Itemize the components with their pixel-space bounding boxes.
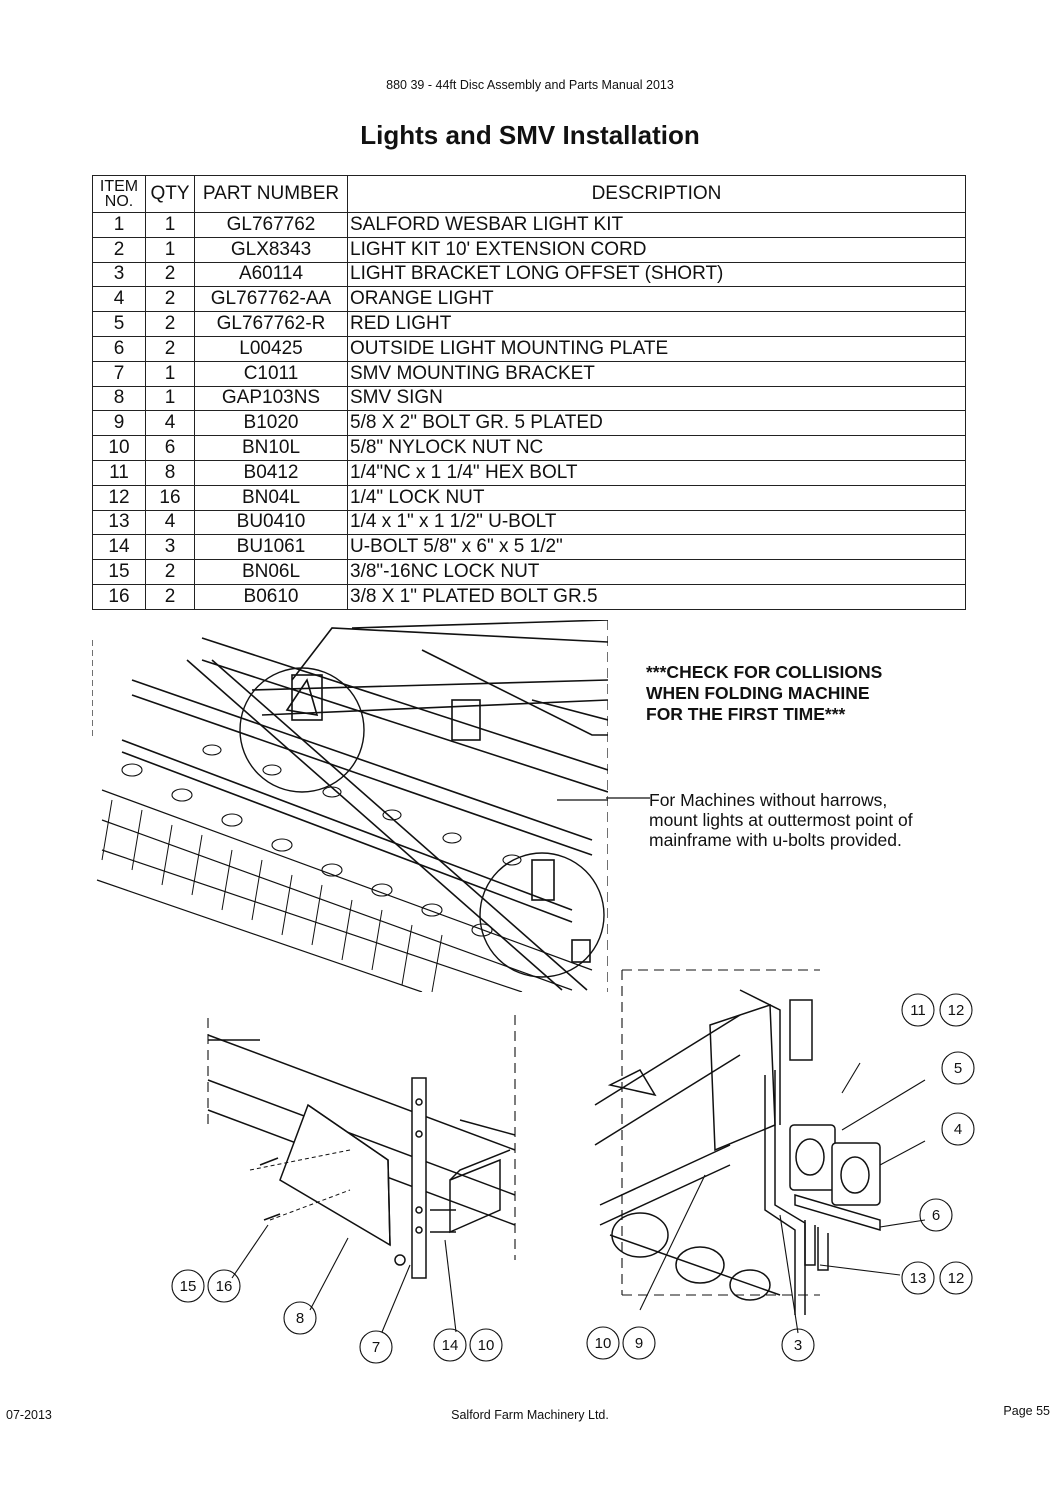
qty-cell: 1 [146,361,195,386]
item-no-cell: 15 [93,560,146,585]
description-cell: 1/4" LOCK NUT [348,485,966,510]
item-no-cell: 6 [93,336,146,361]
item-no-cell: 9 [93,411,146,436]
item-no-cell: 1 [93,213,146,238]
qty-cell: 4 [146,510,195,535]
callout-3: 3 [793,1337,803,1354]
part-number-cell: BU1061 [195,535,348,560]
table-row [93,485,966,510]
callout-8: 8 [295,1310,305,1327]
header-description: DESCRIPTION [348,176,966,213]
table-row [93,584,966,609]
description-cell: U-BOLT 5/8" x 6" x 5 1/2" [348,535,966,560]
parts-table [92,175,966,610]
callout-6: 6 [931,1207,941,1224]
harrows-note-line-3: mainframe with u-bolts provided. [649,830,902,850]
qty-cell: 2 [146,262,195,287]
item-no-cell: 5 [93,312,146,337]
table-header-row [93,176,966,213]
callout-15: 15 [179,1278,197,1295]
description-cell: 5/8 X 2" BOLT GR. 5 PLATED [348,411,966,436]
part-number-cell: GLX8343 [195,237,348,262]
callout-5: 5 [953,1060,963,1077]
callout-16: 16 [215,1278,233,1295]
callout-7: 7 [371,1339,381,1356]
part-number-cell: C1011 [195,361,348,386]
table-row [93,510,966,535]
part-number-cell: B0412 [195,460,348,485]
qty-cell: 8 [146,460,195,485]
manual-header: 880 39 - 44ft Disc Assembly and Parts Manual 2013 [386,78,674,92]
description-cell: LIGHT KIT 10' EXTENSION CORD [348,237,966,262]
table-row [93,535,966,560]
description-cell: 5/8" NYLOCK NUT NC [348,436,966,461]
item-no-cell: 16 [93,584,146,609]
smv-sign-diagram [160,1010,530,1370]
qty-cell: 2 [146,312,195,337]
description-cell: 3/8 X 1" PLATED BOLT GR.5 [348,584,966,609]
callout-10-right: 10 [594,1335,612,1352]
table-row [93,213,966,238]
part-number-cell: GL767762-R [195,312,348,337]
description-cell: ORANGE LIGHT [348,287,966,312]
part-number-cell: GAP103NS [195,386,348,411]
callout-11: 11 [910,1002,926,1019]
table-row [93,411,966,436]
item-no-cell: 11 [93,460,146,485]
qty-cell: 1 [146,213,195,238]
part-number-cell: BN06L [195,560,348,585]
collision-note-line-1: ***CHECK FOR COLLISIONS [646,662,883,682]
callout-12-top: 12 [947,1002,965,1019]
part-number-cell: BN04L [195,485,348,510]
table-row [93,336,966,361]
item-no-cell: 12 [93,485,146,510]
description-cell: SMV SIGN [348,386,966,411]
callout-14: 14 [441,1337,459,1354]
header-item-no [93,176,146,213]
description-cell: 3/8"-16NC LOCK NUT [348,560,966,585]
qty-cell: 1 [146,386,195,411]
footer-page-number: Page 55 [1003,1404,1050,1418]
table-row [93,262,966,287]
item-no-cell: 10 [93,436,146,461]
part-number-cell: BN10L [195,436,348,461]
item-no-cell: 8 [93,386,146,411]
item-no-cell: 3 [93,262,146,287]
page-title: Lights and SMV Installation [360,120,700,150]
table-row [93,237,966,262]
table-row [93,386,966,411]
table-row [93,460,966,485]
part-number-cell: B1020 [195,411,348,436]
footer-company: Salford Farm Machinery Ltd. [451,1408,609,1422]
header-qty: QTY [146,176,195,213]
qty-cell: 16 [146,485,195,510]
callout-10-left: 10 [477,1337,495,1354]
description-cell: 1/4"NC x 1 1/4" HEX BOLT [348,460,966,485]
table-row [93,312,966,337]
description-cell: RED LIGHT [348,312,966,337]
header-item-line2: NO. [104,193,134,210]
item-no-cell: 14 [93,535,146,560]
callout-12-bottom: 12 [947,1270,965,1287]
item-no-cell: 2 [93,237,146,262]
description-cell: OUTSIDE LIGHT MOUNTING PLATE [348,336,966,361]
description-cell: 1/4 x 1" x 1 1/2" U-BOLT [348,510,966,535]
table-row [93,560,966,585]
table-row [93,436,966,461]
part-number-cell: L00425 [195,336,348,361]
callout-4: 4 [953,1121,963,1138]
part-number-cell: GL767762 [195,213,348,238]
qty-cell: 2 [146,560,195,585]
qty-cell: 1 [146,237,195,262]
header-part-number: PART NUMBER [195,176,348,213]
part-number-cell: B0610 [195,584,348,609]
collision-warning-note [646,662,966,725]
qty-cell: 2 [146,336,195,361]
qty-cell: 2 [146,287,195,312]
part-number-cell: GL767762-AA [195,287,348,312]
callout-9: 9 [634,1335,644,1352]
frame-overview-diagram [92,620,608,992]
item-no-cell: 4 [93,287,146,312]
table-row [93,287,966,312]
item-no-cell: 7 [93,361,146,386]
qty-cell: 2 [146,584,195,609]
header-item-line1: ITEM [99,178,139,195]
description-cell: LIGHT BRACKET LONG OFFSET (SHORT) [348,262,966,287]
qty-cell: 3 [146,535,195,560]
description-cell: SMV MOUNTING BRACKET [348,361,966,386]
item-no-cell: 13 [93,510,146,535]
table-row [93,361,966,386]
description-cell: SALFORD WESBAR LIGHT KIT [348,213,966,238]
note-leader-line [606,790,652,810]
collision-note-line-3: FOR THE FIRST TIME*** [646,704,846,724]
harrows-note-line-1: For Machines without harrows, [649,790,888,810]
qty-cell: 6 [146,436,195,461]
part-number-cell: A60114 [195,262,348,287]
harrows-mounting-note [649,790,969,850]
harrows-note-line-2: mount lights at outtermost point of [649,810,913,830]
callout-13: 13 [909,1270,927,1287]
qty-cell: 4 [146,411,195,436]
light-bracket-diagram [580,965,980,1370]
part-number-cell: BU0410 [195,510,348,535]
footer-date: 07-2013 [6,1408,52,1422]
collision-note-line-2: WHEN FOLDING MACHINE [646,683,870,703]
